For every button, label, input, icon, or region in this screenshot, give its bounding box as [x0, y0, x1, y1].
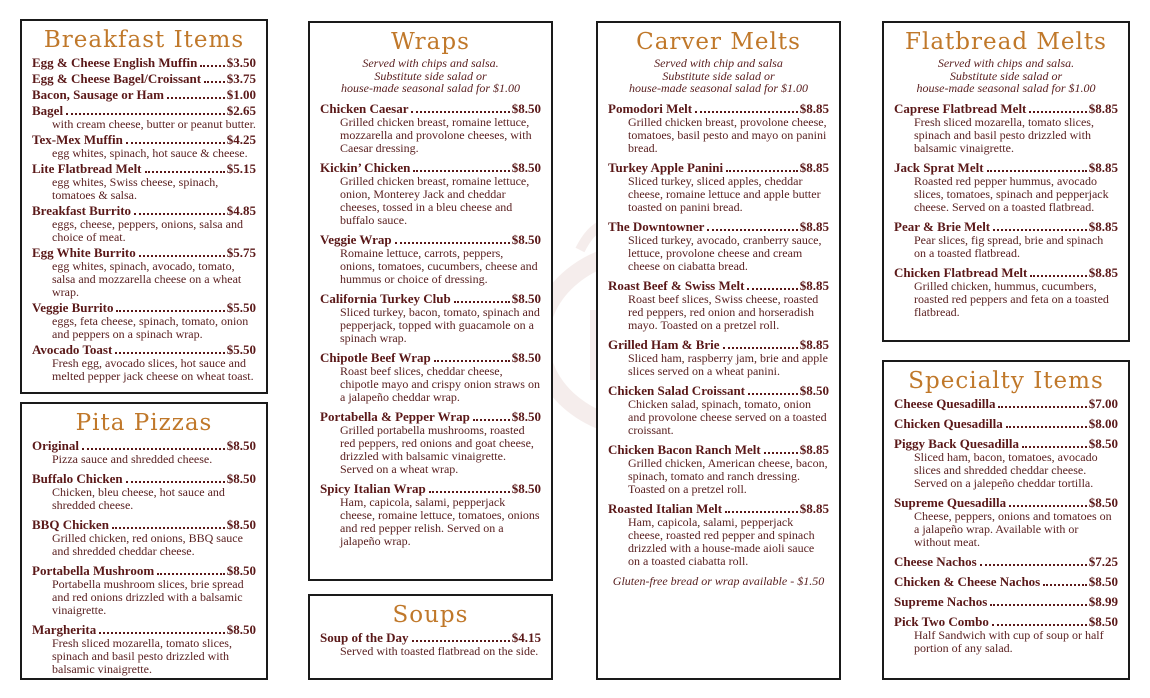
menu-item-header — [320, 409, 541, 424]
menu-item — [32, 245, 256, 299]
menu-item-name: Portabella & Pepper Wrap — [320, 408, 470, 424]
breakfast-panel — [20, 19, 268, 394]
wraps-subtitle — [320, 57, 541, 95]
menu-item — [320, 160, 541, 227]
menu-item-name: Egg & Cheese Bagel/Croissant — [32, 71, 202, 86]
menu-item-description: Chicken, bleu cheese, hot sauce and shredded cheese. — [52, 485, 225, 512]
menu-item-description: Grilled chicken, American cheese, bacon, spinach, tomato and ranch dressing. Toasted on a pretzel roll. — [628, 455, 828, 496]
menu-item-name: Original — [32, 438, 79, 453]
menu-item — [894, 265, 1118, 319]
menu-item-header — [608, 383, 829, 398]
menu-item-price: $8.50 — [511, 408, 541, 424]
menu-item — [894, 160, 1118, 214]
menu-item — [32, 87, 256, 102]
menu-item — [894, 495, 1118, 549]
menu-item-price: $8.50 — [226, 517, 256, 532]
menu-item-name: Piggy Back Quesadilla — [894, 436, 1019, 451]
menu-item-name: Supreme Quesadilla — [894, 495, 1007, 510]
dot-leader — [434, 360, 510, 362]
menu-item — [320, 350, 541, 404]
gluten-free-note: Gluten-free bread or wrap available - $1.50 — [612, 573, 825, 588]
menu-item-header — [32, 103, 256, 118]
menu-item-description: Sliced turkey, bacon, tomato, spinach and pepperjack, topped with guacamole on a spinach wrap. — [340, 304, 540, 345]
breakfast-list — [32, 55, 256, 383]
dot-leader — [126, 142, 225, 144]
dot-leader — [1043, 584, 1087, 586]
menu-item-header — [320, 160, 541, 175]
menu-item-header — [894, 160, 1118, 175]
menu-item-description: Roasted red pepper hummus, avocado slices, tomatoes, spinach and pepperjack cheese. Served on a toasted flatbread. — [914, 173, 1109, 214]
menu-item-price: $8.50 — [1088, 495, 1118, 510]
menu-item-price: $8.99 — [1088, 594, 1118, 609]
menu-item-name: Cheese Quesadilla — [894, 396, 996, 411]
dot-leader — [412, 640, 510, 642]
menu-item-price: $8.50 — [511, 349, 541, 365]
menu-item-header — [894, 614, 1118, 629]
menu-item — [32, 300, 256, 341]
menu-item — [894, 554, 1118, 569]
menu-item — [894, 594, 1118, 609]
menu-item-name: Egg White Burrito — [32, 245, 136, 260]
carver-subtitle — [608, 57, 829, 95]
menu-item — [320, 291, 541, 345]
menu-item-description: egg whites, Swiss cheese, spinach, tomatoes & salsa. — [52, 175, 219, 202]
subtitle-line: Served with chips and salsa. — [362, 56, 499, 70]
menu-item-description: Half Sandwich with cup of soup or half portion of any salad. — [914, 628, 1104, 655]
menu-item-price: $7.00 — [1088, 396, 1118, 411]
menu-item — [608, 501, 829, 568]
menu-item-header — [894, 396, 1118, 411]
menu-item-name: The Downtowner — [608, 218, 705, 234]
flatbread-title: Flatbread Melts — [905, 29, 1107, 55]
dot-leader — [695, 111, 798, 113]
menu-item-price: $8.50 — [1088, 436, 1118, 451]
menu-item-description: Grilled chicken breast, romaine lettuce, mozzarella and provolone cheeses, with Caesar dressing. — [340, 114, 532, 155]
menu-item — [320, 101, 541, 155]
dot-leader — [725, 511, 798, 513]
menu-item-header — [894, 265, 1118, 280]
menu-item-header — [32, 563, 256, 578]
menu-item-name: Roast Beef & Swiss Melt — [608, 277, 745, 293]
dot-leader — [82, 448, 225, 450]
menu-item — [320, 232, 541, 286]
menu-item-description: egg whites, spinach, hot sauce & cheese. — [52, 146, 248, 160]
menu-item-header — [608, 101, 829, 116]
dot-leader — [1006, 426, 1087, 428]
menu-item-header — [32, 300, 256, 315]
menu-item — [608, 101, 829, 155]
menu-item-price: $8.00 — [1088, 416, 1118, 431]
menu-item-header — [894, 416, 1118, 431]
menu-item-description: Portabella mushroom slices, brie spread and red onions drizzled with a balsamic vinaigrette. — [52, 577, 244, 617]
dot-leader — [167, 97, 225, 99]
menu-item-header — [32, 342, 256, 357]
menu-item-description: Ham, capicola, salami, pepperjack cheese, romaine lettuce, tomatoes, onions and red pepper relish. Served on a jalapeño wrap. — [340, 494, 540, 548]
menu-item-name: Veggie Burrito — [32, 300, 114, 315]
menu-item-price: $8.85 — [799, 100, 829, 116]
dot-leader — [126, 481, 225, 483]
dot-leader — [99, 632, 224, 634]
dot-leader — [993, 229, 1087, 231]
menu-item-price: $7.25 — [1088, 554, 1118, 569]
menu-item-name: Pear & Brie Melt — [894, 218, 991, 234]
menu-item — [32, 132, 256, 160]
dot-leader — [157, 573, 225, 575]
menu-item-price: $8.50 — [799, 382, 829, 398]
menu-item-description: Grilled portabella mushrooms, roasted red peppers, red onions and goat cheese, drizzled with balsamic vinaigrette. Served on a wheat wrap. — [340, 422, 534, 476]
flatbread-list — [894, 101, 1118, 319]
menu-item-description: Sliced turkey, avocado, cranberry sauce, lettuce, provolone cheese and cream cheese on ciabatta bread. — [628, 232, 822, 273]
subtitle-line: house-made seasonal salad for $1.00 — [341, 81, 520, 95]
menu-item-price: $8.50 — [511, 159, 541, 175]
dot-leader — [200, 65, 224, 67]
menu-item-price: $4.25 — [226, 132, 256, 147]
menu-item-description: Pizza sauce and shredded cheese. — [52, 452, 213, 466]
menu-item-header — [608, 501, 829, 516]
dot-leader — [980, 564, 1087, 566]
menu-item — [608, 337, 829, 378]
breakfast-title: Breakfast Items — [43, 27, 245, 53]
menu-item-price: $8.50 — [511, 100, 541, 116]
menu-item-name: Pomodori Melt — [608, 100, 693, 116]
menu-item — [32, 203, 256, 244]
dot-leader — [1009, 505, 1087, 507]
menu-item-description: Sliced ham, raspberry jam, brie and apple slices served on a wheat panini. — [628, 350, 828, 378]
menu-item-price: $8.85 — [1088, 264, 1118, 280]
specialty-list — [894, 396, 1118, 655]
menu-item-name: Margherita — [32, 622, 97, 637]
menu-item-price: $3.50 — [226, 55, 256, 70]
menu-item-header — [32, 55, 256, 70]
menu-item-header — [894, 101, 1118, 116]
menu-item-description: Roast beef slices, Swiss cheese, roasted red peppers, red onion and horseradish mayo. Toasted on a pretzel roll. — [628, 291, 819, 332]
menu-item-price: $8.50 — [226, 563, 256, 578]
menu-item-name: Bagel — [32, 103, 64, 118]
menu-item-name: Roasted Italian Melt — [608, 500, 723, 516]
menu-item-price: $8.85 — [799, 218, 829, 234]
menu-item — [608, 442, 829, 496]
menu-item-price: $5.15 — [226, 161, 256, 176]
menu-item-header — [894, 436, 1118, 451]
subtitle-line: house-made seasonal salad for $1.00 — [629, 81, 808, 95]
menu-item-price: $8.85 — [1088, 218, 1118, 234]
subtitle-line: Served with chips and salsa. — [937, 56, 1075, 70]
menu-item-description: Chicken salad, spinach, tomato, onion and provolone cheese served on a toasted croissant. — [628, 396, 827, 437]
menu-item — [608, 278, 829, 332]
pita-list — [32, 438, 256, 676]
dot-leader — [115, 352, 224, 354]
menu-item-name: Egg & Cheese English Muffin — [32, 55, 198, 70]
menu-item-description: Ham, capicola, salami, pepperjack cheese, roasted red pepper and spinach drizzled with a house-made aioli sauce on a toasted ciabatta roll. — [628, 514, 815, 568]
menu-item-name: Tex-Mex Muffin — [32, 132, 123, 147]
menu-item-name: Grilled Ham & Brie — [608, 336, 720, 352]
dot-leader — [116, 310, 224, 312]
menu-item-description: Sliced turkey, sliced apples, cheddar cheese, romaine lettuce and apple butter toasted on panini bread. — [628, 173, 821, 214]
dot-leader — [707, 229, 797, 231]
dot-leader — [990, 604, 1086, 606]
specialty-title: Specialty Items — [908, 368, 1104, 394]
menu-item — [608, 160, 829, 214]
carver-panel — [596, 21, 841, 680]
menu-item — [32, 622, 256, 676]
menu-item-header — [894, 219, 1118, 234]
menu-item-header — [32, 245, 256, 260]
menu-item-header — [320, 481, 541, 496]
menu-item-price: $4.85 — [226, 203, 256, 218]
menu-item-header — [894, 574, 1118, 589]
menu-item-name: Caprese Flatbread Melt — [894, 100, 1027, 116]
menu-item-description: Grilled chicken breast, provolone cheese, tomatoes, basil pesto and mayo on panini bread. — [628, 114, 827, 155]
menu-item-description: Cheese, peppers, onions and tomatoes on a jalapeño wrap. Available with or without meat. — [914, 509, 1112, 549]
menu-item-description: Fresh sliced mozarella, tomato slices, spinach and basil pesto drizzled with balsamic vinaigrette. — [914, 114, 1094, 155]
menu-item-name: Turkey Apple Panini — [608, 159, 724, 175]
menu-item-header — [32, 438, 256, 453]
menu-item-name: Lite Flatbread Melt — [32, 161, 142, 176]
menu-item-price: $8.85 — [1088, 100, 1118, 116]
menu-item-header — [608, 219, 829, 234]
menu-item-description: Pear slices, fig spread, brie and spinach on a toasted flatbread. — [914, 232, 1104, 260]
menu-item-header — [894, 495, 1118, 510]
menu-item-header — [32, 622, 256, 637]
menu-item-description: Grilled chicken, hummus, cucumbers, roasted red peppers and feta on a toasted flatbread. — [914, 278, 1109, 319]
menu-item-price: $8.85 — [799, 441, 829, 457]
menu-item-name: Kickin’ Chicken — [320, 159, 411, 175]
menu-item — [320, 409, 541, 476]
menu-item-price: $8.50 — [226, 471, 256, 486]
menu-item-description: with cream cheese, butter or peanut butter. — [52, 117, 256, 131]
dot-leader — [1029, 111, 1086, 113]
menu-item-description: Fresh egg, avocado slices, hot sauce and melted pepper jack cheese on wheat toast. — [52, 356, 254, 383]
wraps-list — [320, 101, 541, 548]
dot-leader — [145, 171, 225, 173]
menu-item-price: $3.75 — [226, 71, 256, 86]
wraps-title: Wraps — [391, 29, 470, 55]
menu-item-header — [32, 71, 256, 86]
menu-item-name: Chicken Bacon Ranch Melt — [608, 441, 761, 457]
menu-item-name: Chicken Caesar — [320, 100, 409, 116]
menu-item-description: eggs, cheese, peppers, onions, salsa and choice of meat. — [52, 217, 243, 244]
subtitle-line: Substitute side salad or — [949, 68, 1063, 83]
menu-item-header — [320, 291, 541, 306]
menu-item-description: Grilled chicken breast, romaine lettuce, onion, Monterey Jack and cheddar cheeses, tossed in a bleu cheese and buffalo sauce. — [340, 173, 530, 227]
menu-item-name: Buffalo Chicken — [32, 471, 123, 486]
menu-item — [32, 103, 256, 131]
menu-item-header — [894, 554, 1118, 569]
menu-item-header — [32, 87, 256, 102]
dot-leader — [429, 491, 510, 493]
menu-item — [32, 161, 256, 202]
flatbread-subtitle — [894, 57, 1118, 95]
dot-leader — [1022, 446, 1087, 448]
menu-item-price: $8.85 — [799, 500, 829, 516]
menu-item-name: Breakfast Burrito — [32, 203, 132, 218]
menu-item-name: Spicy Italian Wrap — [320, 480, 426, 496]
pita-title: Pita Pizzas — [75, 410, 213, 436]
dot-leader — [134, 213, 225, 215]
dot-leader — [1030, 275, 1086, 277]
menu-item-description: Fresh sliced mozarella, tomato slices, spinach and basil pesto drizzled with balsamic vinaigrette. — [52, 636, 232, 676]
menu-item-description: Grilled chicken, red onions, BBQ sauce and shredded cheddar cheese. — [52, 531, 243, 558]
menu-item-name: Soup of the Day — [320, 630, 409, 645]
menu-item — [32, 342, 256, 383]
dot-leader — [66, 113, 225, 115]
menu-item-price: $8.85 — [799, 159, 829, 175]
menu-item-price: $8.50 — [1088, 574, 1118, 589]
menu-item — [894, 219, 1118, 260]
wraps-panel — [308, 21, 553, 581]
dot-leader — [723, 347, 798, 349]
menu-item-name: Pick Two Combo — [894, 614, 989, 629]
menu-item-name: Avocado Toast — [32, 342, 113, 357]
dot-leader — [454, 301, 510, 303]
menu-item-name: Chicken Quesadilla — [894, 416, 1003, 431]
menu-item — [894, 614, 1118, 655]
menu-item-header — [608, 442, 829, 457]
menu-item-name: Portabella Mushroom — [32, 563, 155, 578]
menu-item-description: egg whites, spinach, avocado, tomato, salsa and mozzarella cheese on a wheat wrap. — [52, 259, 242, 299]
menu-item-price: $8.50 — [1088, 614, 1118, 629]
soups-panel — [308, 594, 553, 680]
menu-item-price: $8.50 — [226, 438, 256, 453]
menu-item-description: Sliced ham, bacon, tomatoes, avocado slices and shredded cheddar cheese. Served on a jalepeño cheddar tortilla. — [914, 450, 1098, 490]
menu-item-price: $8.85 — [799, 336, 829, 352]
soups-list — [320, 630, 541, 658]
menu-item-header — [320, 101, 541, 116]
menu-item-name: Cheese Nachos — [894, 554, 977, 569]
carver-list — [608, 101, 829, 568]
menu-item-header — [32, 517, 256, 532]
menu-item — [32, 438, 256, 466]
dot-leader — [411, 111, 509, 113]
menu-item-name: Chicken Flatbread Melt — [894, 264, 1028, 280]
menu-item-name: Veggie Wrap — [320, 231, 392, 247]
menu-item-price: $8.50 — [511, 231, 541, 247]
menu-item-name: Supreme Nachos — [894, 594, 988, 609]
menu-item-price: $8.85 — [799, 277, 829, 293]
menu-item — [894, 574, 1118, 589]
menu-item-name: Chipotle Beef Wrap — [320, 349, 431, 365]
dot-leader — [987, 170, 1087, 172]
menu-item-price: $5.50 — [226, 342, 256, 357]
dot-leader — [747, 288, 797, 290]
menu-item-header — [320, 232, 541, 247]
flatbread-panel — [882, 21, 1130, 342]
menu-item-name: Bacon, Sausage or Ham — [32, 87, 164, 102]
dot-leader — [139, 255, 225, 257]
menu-item — [894, 101, 1118, 155]
menu-item-name: Chicken & Cheese Nachos — [894, 574, 1041, 589]
menu-item — [320, 630, 541, 658]
menu-item — [894, 396, 1118, 411]
menu-item-description: Served with toasted flatbread on the side. — [340, 644, 539, 658]
menu-item-price: $1.00 — [226, 87, 256, 102]
menu-item-name: BBQ Chicken — [32, 517, 109, 532]
menu-item — [608, 383, 829, 437]
menu-item-header — [608, 278, 829, 293]
menu-item-header — [32, 161, 256, 176]
menu-item-header — [32, 471, 256, 486]
menu-item-description: Romaine lettuce, carrots, peppers, onions, tomatoes, cucumbers, cheese and hummus or choice of dressing. — [340, 245, 538, 286]
menu-item-name: Jack Sprat Melt — [894, 159, 984, 175]
menu-item — [32, 55, 256, 70]
pita-panel — [20, 402, 268, 680]
menu-item-name: California Turkey Club — [320, 290, 451, 306]
carver-title: Carver Melts — [636, 29, 801, 55]
dot-leader — [998, 406, 1086, 408]
menu-item-description: eggs, feta cheese, spinach, tomato, onion and peppers on a spinach wrap. — [52, 314, 249, 341]
dot-leader — [413, 170, 509, 172]
dot-leader — [726, 170, 798, 172]
menu-item-header — [32, 132, 256, 147]
subtitle-line: Substitute side salad or — [374, 68, 487, 83]
dot-leader — [204, 81, 225, 83]
dot-leader — [112, 527, 225, 529]
menu-item-price: $2.65 — [226, 103, 256, 118]
menu-item-price: $8.50 — [511, 290, 541, 306]
specialty-panel — [882, 360, 1130, 680]
menu-item-header — [608, 337, 829, 352]
menu-item — [32, 563, 256, 617]
menu-item-header — [894, 594, 1118, 609]
soups-title: Soups — [392, 602, 469, 628]
menu-item — [608, 219, 829, 273]
subtitle-line: house-made seasonal salad for $1.00 — [916, 81, 1096, 95]
menu-item-price: $5.50 — [226, 300, 256, 315]
menu-item-description: Roast beef slices, cheddar cheese, chipotle mayo and crispy onion straws on a jalapeño cheddar wrap. — [340, 363, 540, 404]
menu-item-price: $8.85 — [1088, 159, 1118, 175]
menu-item-price: $5.75 — [226, 245, 256, 260]
menu-item-price: $8.50 — [226, 622, 256, 637]
menu-item-name: Chicken Salad Croissant — [608, 382, 746, 398]
subtitle-line: Substitute side salad or — [662, 68, 775, 83]
menu-item-price: $4.15 — [511, 630, 541, 645]
menu-item-header — [320, 350, 541, 365]
menu-item — [894, 436, 1118, 490]
subtitle-line: Served with chip and salsa — [654, 56, 783, 70]
menu-item — [320, 481, 541, 548]
menu-item-header — [320, 630, 541, 645]
dot-leader — [395, 242, 510, 244]
menu-item — [32, 517, 256, 558]
dot-leader — [748, 393, 798, 395]
dot-leader — [473, 419, 510, 421]
menu-item — [32, 471, 256, 512]
menu-item-price: $8.50 — [511, 480, 541, 496]
menu-item-header — [608, 160, 829, 175]
menu-item-header — [32, 203, 256, 218]
dot-leader — [764, 452, 798, 454]
menu-item — [32, 71, 256, 86]
menu-item — [894, 416, 1118, 431]
dot-leader — [992, 624, 1087, 626]
